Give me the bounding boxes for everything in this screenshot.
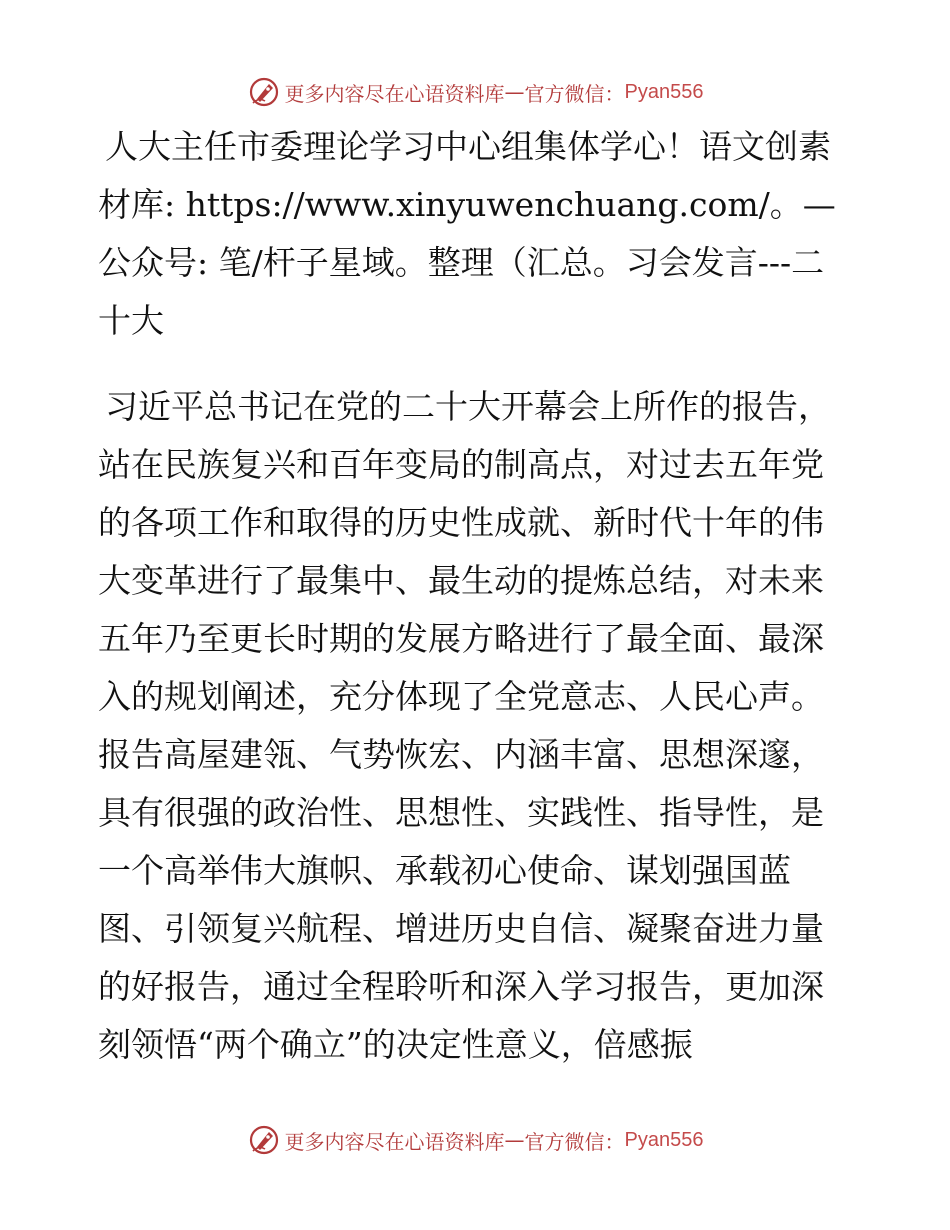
banner-wechat-id: Pyan556 — [624, 1128, 704, 1151]
banner-wechat-id: Pyan556 — [624, 80, 704, 103]
footer-watermark-banner — [0, 1120, 950, 1160]
header-watermark-banner — [0, 72, 950, 112]
document-title: 人大主任市委理论学习中心组集体学心！语文创素材库: https://www.xinyuwenchuang.com/。—公众号: 笔/杆子星域。整理（汇总。习会发言---二十大 — [98, 127, 836, 340]
pen-nib-logo-icon — [247, 1123, 281, 1157]
banner-dash: — — [504, 80, 525, 104]
pen-nib-logo-icon — [247, 75, 281, 109]
banner-text: 更多内容尽在心语资料库 — [284, 1129, 505, 1154]
document-paragraph: 习近平总书记在党的二十大开幕会上所作的报告，站在民族复兴和百年变局的制高点，对过去五年党的各项工作和取得的历史性成就、新时代十年的伟大变革进行了最集中、最生动的提炼总结，对未来五年乃至更长时期的发展方略进行了最全面、最深入的规划阐述，充分体现了全党意志、人民心声。报告高屋建瓴、气势恢宏、内涵丰富、思想深邃，具有很强的政治性、思想性、实践性、指导性，是一个高举伟大旗帜、承载初心使命、谋划强国蓝图、引领复兴航程、增进历史自信、凝聚奋进力量的好报告，通过全程聆听和深入学习报告，更加深刻领悟“两个确立”的决定性意义，倍感振 — [98, 387, 831, 1064]
banner-text: 更多内容尽在心语资料库 — [284, 81, 505, 106]
banner-wechat-label: 官方微信： — [524, 81, 625, 106]
document-body — [98, 118, 853, 1074]
banner-wechat-label: 官方微信： — [524, 1129, 625, 1154]
banner-dash: — — [504, 1128, 525, 1152]
